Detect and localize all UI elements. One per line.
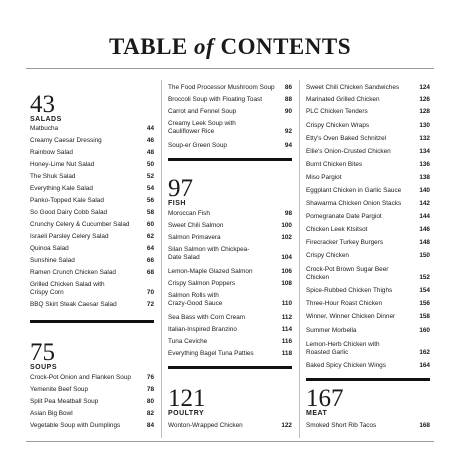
toc-entry-title: Lemon-Herb Chicken with Roasted Garlic bbox=[306, 341, 380, 356]
toc-entry-title: Ellie's Onion-Crusted Chicken bbox=[306, 148, 391, 155]
toc-entry-page: 122 bbox=[281, 422, 292, 429]
toc-entry-page: 50 bbox=[146, 161, 154, 168]
toc-entry-page: 134 bbox=[419, 148, 430, 155]
toc-entry-title: Etty's Oven Baked Schnitzel bbox=[306, 135, 387, 142]
toc-entry-title: BBQ Skirt Steak Caesar Salad bbox=[30, 301, 117, 308]
toc-entry-title: Panko-Topped Kale Salad bbox=[30, 197, 104, 204]
toc-entry-title: Israeli Parsley Celery Salad bbox=[30, 233, 109, 240]
toc-entry[interactable] bbox=[30, 398, 154, 406]
toc-column-1 bbox=[30, 80, 154, 440]
toc-entry-title: Creamy Caesar Dressing bbox=[30, 137, 102, 144]
toc-entry-title: Sweet Chili Chicken Sandwiches bbox=[306, 84, 400, 91]
toc-entry-page: 44 bbox=[146, 125, 154, 132]
toc-entry-title: The Shuk Salad bbox=[30, 173, 76, 180]
toc-entry-page: 152 bbox=[419, 274, 430, 281]
column-divider bbox=[161, 80, 162, 438]
toc-entry-page: 116 bbox=[281, 338, 292, 345]
toc-entry[interactable] bbox=[306, 148, 430, 156]
toc-entry-page: 76 bbox=[146, 374, 154, 381]
toc-entry[interactable] bbox=[30, 410, 154, 418]
toc-entry[interactable] bbox=[168, 280, 292, 288]
toc-entry[interactable] bbox=[306, 341, 430, 357]
toc-entry-title: The Food Processor Mushroom Soup bbox=[168, 84, 275, 91]
toc-entry-title: Matbucha bbox=[30, 125, 59, 132]
section-title: POULTRY bbox=[168, 410, 205, 417]
toc-entry-title: Smoked Short Rib Tacos bbox=[306, 422, 377, 429]
toc-entry-title: Lemon-Maple Glazed Salmon bbox=[168, 268, 253, 275]
section-divider bbox=[168, 366, 292, 369]
toc-entry[interactable] bbox=[168, 108, 292, 116]
toc-entry-page: 132 bbox=[419, 135, 430, 142]
toc-entry-title: Spice-Rubbed Chicken Thighs bbox=[306, 287, 393, 294]
section-number: 97 bbox=[168, 175, 193, 202]
toc-entry-title: PLC Chicken Tenders bbox=[306, 108, 368, 115]
toc-entry-page: 104 bbox=[281, 254, 292, 261]
toc-entry-page: 110 bbox=[281, 300, 292, 307]
header-divider bbox=[26, 68, 434, 69]
toc-entry[interactable] bbox=[30, 422, 154, 430]
toc-entry[interactable] bbox=[306, 266, 430, 282]
toc-entry-page: 82 bbox=[146, 410, 154, 417]
toc-entry[interactable] bbox=[306, 84, 430, 92]
footer-divider bbox=[26, 441, 434, 442]
toc-entry[interactable] bbox=[30, 173, 154, 181]
toc-entry-title: Sea Bass with Corn Cream bbox=[168, 314, 246, 321]
toc-entry-title: Everything Bagel Tuna Patties bbox=[168, 350, 254, 357]
toc-entry-page: 70 bbox=[146, 289, 154, 296]
toc-entry-title: Sweet Chili Salmon bbox=[168, 222, 224, 229]
toc-entry-page: 156 bbox=[419, 300, 430, 307]
toc-entry-page: 64 bbox=[146, 245, 154, 252]
toc-entry-page: 144 bbox=[419, 213, 430, 220]
toc-entry-page: 60 bbox=[146, 221, 154, 228]
toc-entry-page: 124 bbox=[419, 84, 430, 91]
toc-entry[interactable] bbox=[30, 301, 154, 309]
title-word-of: of bbox=[194, 34, 215, 59]
toc-entry[interactable] bbox=[30, 281, 154, 297]
toc-entry-page: 102 bbox=[281, 234, 292, 241]
toc-entry-title: Three-Hour Roast Chicken bbox=[306, 300, 383, 307]
toc-entry-page: 80 bbox=[146, 398, 154, 405]
toc-entry[interactable] bbox=[168, 246, 292, 262]
toc-entry[interactable] bbox=[168, 96, 292, 104]
toc-entry[interactable] bbox=[306, 96, 430, 104]
toc-entry-page: 148 bbox=[419, 239, 430, 246]
toc-entry[interactable] bbox=[168, 142, 292, 150]
toc-entry[interactable] bbox=[30, 161, 154, 169]
toc-entry-title: Salmon Primavera bbox=[168, 234, 221, 241]
toc-entry-page: 86 bbox=[284, 84, 292, 91]
toc-entry[interactable] bbox=[30, 257, 154, 265]
toc-entry[interactable] bbox=[306, 252, 430, 260]
toc-entry-page: 94 bbox=[284, 142, 292, 149]
toc-entry-page: 84 bbox=[146, 422, 154, 429]
toc-entry-title: Pomegranate Date Pargiot bbox=[306, 213, 382, 220]
toc-entry-title: Firecracker Turkey Burgers bbox=[306, 239, 384, 246]
page-title bbox=[0, 34, 460, 60]
toc-entry-page: 138 bbox=[419, 174, 430, 181]
toc-column-3 bbox=[306, 80, 430, 440]
toc-entry[interactable] bbox=[168, 222, 292, 230]
toc-entry-title: Sunshine Salad bbox=[30, 257, 75, 264]
toc-entry[interactable] bbox=[30, 185, 154, 193]
toc-entry-page: 142 bbox=[419, 200, 430, 207]
toc-entry-title: Shawarma Chicken Onion Stacks bbox=[306, 200, 402, 207]
toc-entry[interactable] bbox=[168, 268, 292, 276]
toc-entry[interactable] bbox=[30, 374, 154, 382]
toc-entry-page: 112 bbox=[281, 314, 292, 321]
section-number: 75 bbox=[30, 339, 55, 366]
toc-entry-title: Burnt Chicken Bites bbox=[306, 161, 363, 168]
section-number: 43 bbox=[30, 91, 55, 118]
section-number: 167 bbox=[306, 385, 344, 412]
toc-entry[interactable] bbox=[30, 245, 154, 253]
toc-entry-title: Crunchy Celery & Cucumber Salad bbox=[30, 221, 130, 228]
toc-column-2 bbox=[168, 80, 292, 440]
toc-entry-page: 150 bbox=[419, 252, 430, 259]
toc-entry-page: 118 bbox=[281, 350, 292, 357]
toc-entry-title: Chicken Leek Ktsitsot bbox=[306, 226, 368, 233]
toc-entry[interactable] bbox=[306, 200, 430, 208]
toc-entry-title: Yemenite Beef Soup bbox=[30, 386, 89, 393]
toc-entry-title: Quinoa Salad bbox=[30, 245, 69, 252]
toc-entry-page: 72 bbox=[146, 301, 154, 308]
toc-entry-page: 162 bbox=[419, 349, 430, 356]
toc-entry[interactable] bbox=[30, 149, 154, 157]
toc-entry-title: Creamy Leek Soup with Cauliflower Rice bbox=[168, 120, 236, 135]
toc-entry-title: Broccoli Soup with Floating Toast bbox=[168, 96, 263, 103]
toc-entry-page: 164 bbox=[419, 362, 430, 369]
toc-entry-title: Summer Morbella bbox=[306, 327, 357, 334]
toc-entry[interactable] bbox=[30, 197, 154, 205]
toc-entry-page: 106 bbox=[281, 268, 292, 275]
toc-entry-title: Split Pea Meatball Soup bbox=[30, 398, 99, 405]
toc-entry[interactable] bbox=[306, 327, 430, 335]
title-word-contents: CONTENTS bbox=[220, 34, 351, 59]
toc-entry-title: Moroccan Fish bbox=[168, 210, 210, 217]
toc-entry-page: 92 bbox=[284, 128, 292, 135]
toc-entry[interactable] bbox=[168, 292, 292, 308]
toc-entry[interactable] bbox=[306, 300, 430, 308]
toc-entry-title: Crispy Chicken Wraps bbox=[306, 122, 370, 129]
toc-entry-page: 154 bbox=[419, 287, 430, 294]
section-title: SALADS bbox=[30, 116, 62, 123]
toc-entry-title: Grilled Chicken Salad with Crispy Corn bbox=[30, 281, 105, 296]
toc-entry-page: 158 bbox=[419, 313, 430, 320]
toc-entry-page: 114 bbox=[281, 326, 292, 333]
toc-entry[interactable] bbox=[30, 221, 154, 229]
toc-entry-page: 90 bbox=[284, 108, 292, 115]
toc-entry-page: 108 bbox=[281, 280, 292, 287]
toc-entry-page: 126 bbox=[419, 96, 430, 103]
toc-entry-title: Miso Pargiot bbox=[306, 174, 342, 181]
toc-entry-title: Soup-er Green Soup bbox=[168, 142, 227, 149]
toc-entry-title: Asian Big Bowl bbox=[30, 410, 73, 417]
toc-entry[interactable] bbox=[306, 161, 430, 169]
toc-entry-title: So Good Dairy Cobb Salad bbox=[30, 209, 108, 216]
section-divider bbox=[306, 378, 430, 381]
toc-entry[interactable] bbox=[30, 137, 154, 145]
toc-entry-page: 88 bbox=[284, 96, 292, 103]
toc-entry-title: Ramen Crunch Chicken Salad bbox=[30, 269, 116, 276]
title-word-table: TABLE bbox=[109, 34, 188, 59]
toc-entry-title: Carrot and Fennel Soup bbox=[168, 108, 237, 115]
toc-entry-title: Crock-Pot Onion and Flanken Soup bbox=[30, 374, 131, 381]
toc-entry-page: 62 bbox=[146, 233, 154, 240]
section-title: FISH bbox=[168, 200, 186, 207]
toc-entry[interactable] bbox=[30, 125, 154, 133]
toc-entry[interactable] bbox=[306, 108, 430, 116]
toc-entry[interactable] bbox=[168, 422, 292, 430]
toc-entry-page: 130 bbox=[419, 122, 430, 129]
toc-entry-title: Italian-Inspired Branzino bbox=[168, 326, 237, 333]
toc-entry-title: Silan Salmon with Chickpea-Date Salad bbox=[168, 246, 250, 261]
toc-entry-title: Crock-Pot Brown Sugar Beer Chicken bbox=[306, 266, 389, 281]
toc-entry-title: Baked Spicy Chicken Wings bbox=[306, 362, 386, 369]
toc-entry-title: Vegetable Soup with Dumplings bbox=[30, 422, 121, 429]
toc-entry[interactable] bbox=[306, 239, 430, 247]
toc-entry-page: 54 bbox=[146, 185, 154, 192]
toc-entry-page: 136 bbox=[419, 161, 430, 168]
toc-entry-page: 46 bbox=[146, 137, 154, 144]
section-divider bbox=[30, 320, 154, 323]
toc-entry-page: 100 bbox=[281, 222, 292, 229]
toc-entry[interactable] bbox=[306, 422, 430, 430]
toc-entry-page: 146 bbox=[419, 226, 430, 233]
toc-entry[interactable] bbox=[30, 269, 154, 277]
toc-entry[interactable] bbox=[306, 313, 430, 321]
toc-entry-title: Marinated Grilled Chicken bbox=[306, 96, 380, 103]
toc-entry-title: Winner, Winner Chicken Dinner bbox=[306, 313, 396, 320]
toc-entry[interactable] bbox=[306, 226, 430, 234]
toc-entry-title: Crispy Salmon Poppers bbox=[168, 280, 236, 287]
toc-entry[interactable] bbox=[168, 120, 292, 136]
toc-entry-page: 68 bbox=[146, 269, 154, 276]
toc-entry-title: Rainbow Salad bbox=[30, 149, 73, 156]
toc-entry[interactable] bbox=[30, 386, 154, 394]
toc-entry[interactable] bbox=[306, 135, 430, 143]
toc-entry[interactable] bbox=[168, 350, 292, 358]
toc-entry[interactable] bbox=[306, 187, 430, 195]
toc-entry-title: Salmon Rolls with Crazy-Good Sauce bbox=[168, 292, 223, 307]
toc-entry[interactable] bbox=[168, 234, 292, 242]
toc-entry[interactable] bbox=[168, 314, 292, 322]
toc-entry[interactable] bbox=[168, 210, 292, 218]
toc-entry[interactable] bbox=[168, 338, 292, 346]
toc-entry[interactable] bbox=[306, 213, 430, 221]
toc-entry-title: Crispy Chicken bbox=[306, 252, 349, 259]
toc-entry-page: 128 bbox=[419, 108, 430, 115]
toc-entry[interactable] bbox=[30, 233, 154, 241]
section-divider bbox=[168, 158, 292, 161]
toc-entry-page: 58 bbox=[146, 209, 154, 216]
toc-entry-page: 48 bbox=[146, 149, 154, 156]
toc-entry[interactable] bbox=[306, 174, 430, 182]
toc-entry[interactable] bbox=[168, 326, 292, 334]
toc-entry-title: Eggplant Chicken in Garlic Sauce bbox=[306, 187, 402, 194]
toc-entry-page: 66 bbox=[146, 257, 154, 264]
toc-entry-page: 140 bbox=[419, 187, 430, 194]
column-divider bbox=[299, 80, 300, 438]
toc-entry-title: Everything Kale Salad bbox=[30, 185, 93, 192]
toc-entry-page: 98 bbox=[284, 210, 292, 217]
toc-entry-page: 56 bbox=[146, 197, 154, 204]
toc-entry-title: Wonton-Wrapped Chicken bbox=[168, 422, 243, 429]
section-title: MEAT bbox=[306, 410, 328, 417]
toc-entry-title: Honey-Lime Nut Salad bbox=[30, 161, 95, 168]
toc-entry[interactable] bbox=[30, 209, 154, 217]
toc-entry-page: 78 bbox=[146, 386, 154, 393]
section-title: SOUPS bbox=[30, 364, 58, 371]
toc-entry-page: 52 bbox=[146, 173, 154, 180]
section-number: 121 bbox=[168, 385, 206, 412]
toc-entry-page: 168 bbox=[419, 422, 430, 429]
toc-entry-title: Tuna Ceviche bbox=[168, 338, 208, 345]
toc-entry-page: 160 bbox=[419, 327, 430, 334]
toc-entry[interactable] bbox=[168, 84, 292, 92]
toc-entry[interactable] bbox=[306, 287, 430, 295]
toc-entry[interactable] bbox=[306, 122, 430, 130]
toc-entry[interactable] bbox=[306, 362, 430, 370]
